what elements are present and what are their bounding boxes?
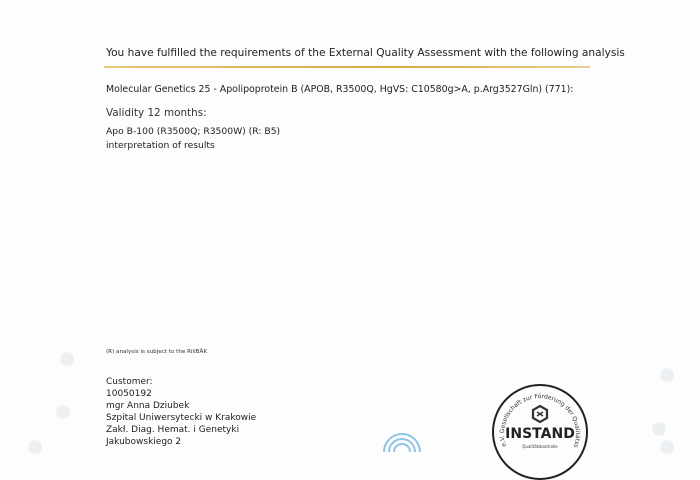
background-pattern xyxy=(660,368,674,382)
background-pattern xyxy=(652,422,666,436)
background-pattern xyxy=(660,440,674,454)
background-pattern xyxy=(56,405,70,419)
background-pattern xyxy=(60,352,74,366)
analyte-detail: interpretation of results xyxy=(106,140,215,151)
customer-department: Zakł. Diag. Hemat. i Genetyki xyxy=(106,425,240,435)
customer-name: mgr Anna Dziubek xyxy=(106,401,190,411)
customer-label: Customer: xyxy=(106,377,153,387)
analyte-item: Apo B-100 (R3500Q; R3500W) (R: B5) xyxy=(106,126,281,137)
seal-name: INSTAND xyxy=(505,426,575,442)
footnote: (R) analysis is subject to the RiliBÄK xyxy=(106,349,207,355)
background-pattern xyxy=(28,440,42,454)
customer-street: Jakubowskiego 2 xyxy=(106,437,182,447)
instand-seal xyxy=(492,384,588,480)
gold-divider xyxy=(104,66,590,68)
validity-text: Validity 12 months: xyxy=(106,107,207,119)
instand-logo-icon xyxy=(533,406,547,422)
certificate-headline: You have fulfilled the requirements of the External Quality Assessment with the following analysis xyxy=(106,47,625,59)
analysis-title: Molecular Genetics 25 - Apolipoprotein B (APOB, R3500Q, HgVS: C10580g>A, p.Arg3527Gln) (771): xyxy=(106,84,574,95)
customer-institution: Szpital Uniwersytecki w Krakowie xyxy=(106,413,257,423)
wave-logo-icon xyxy=(380,432,424,456)
seal-ring-text: e.V. Gesellschaft zur Förderung der Qualitätss xyxy=(498,393,582,449)
seal-subtitle: Qualitätskontrolle xyxy=(522,444,558,449)
customer-id: 10050192 xyxy=(106,389,152,399)
